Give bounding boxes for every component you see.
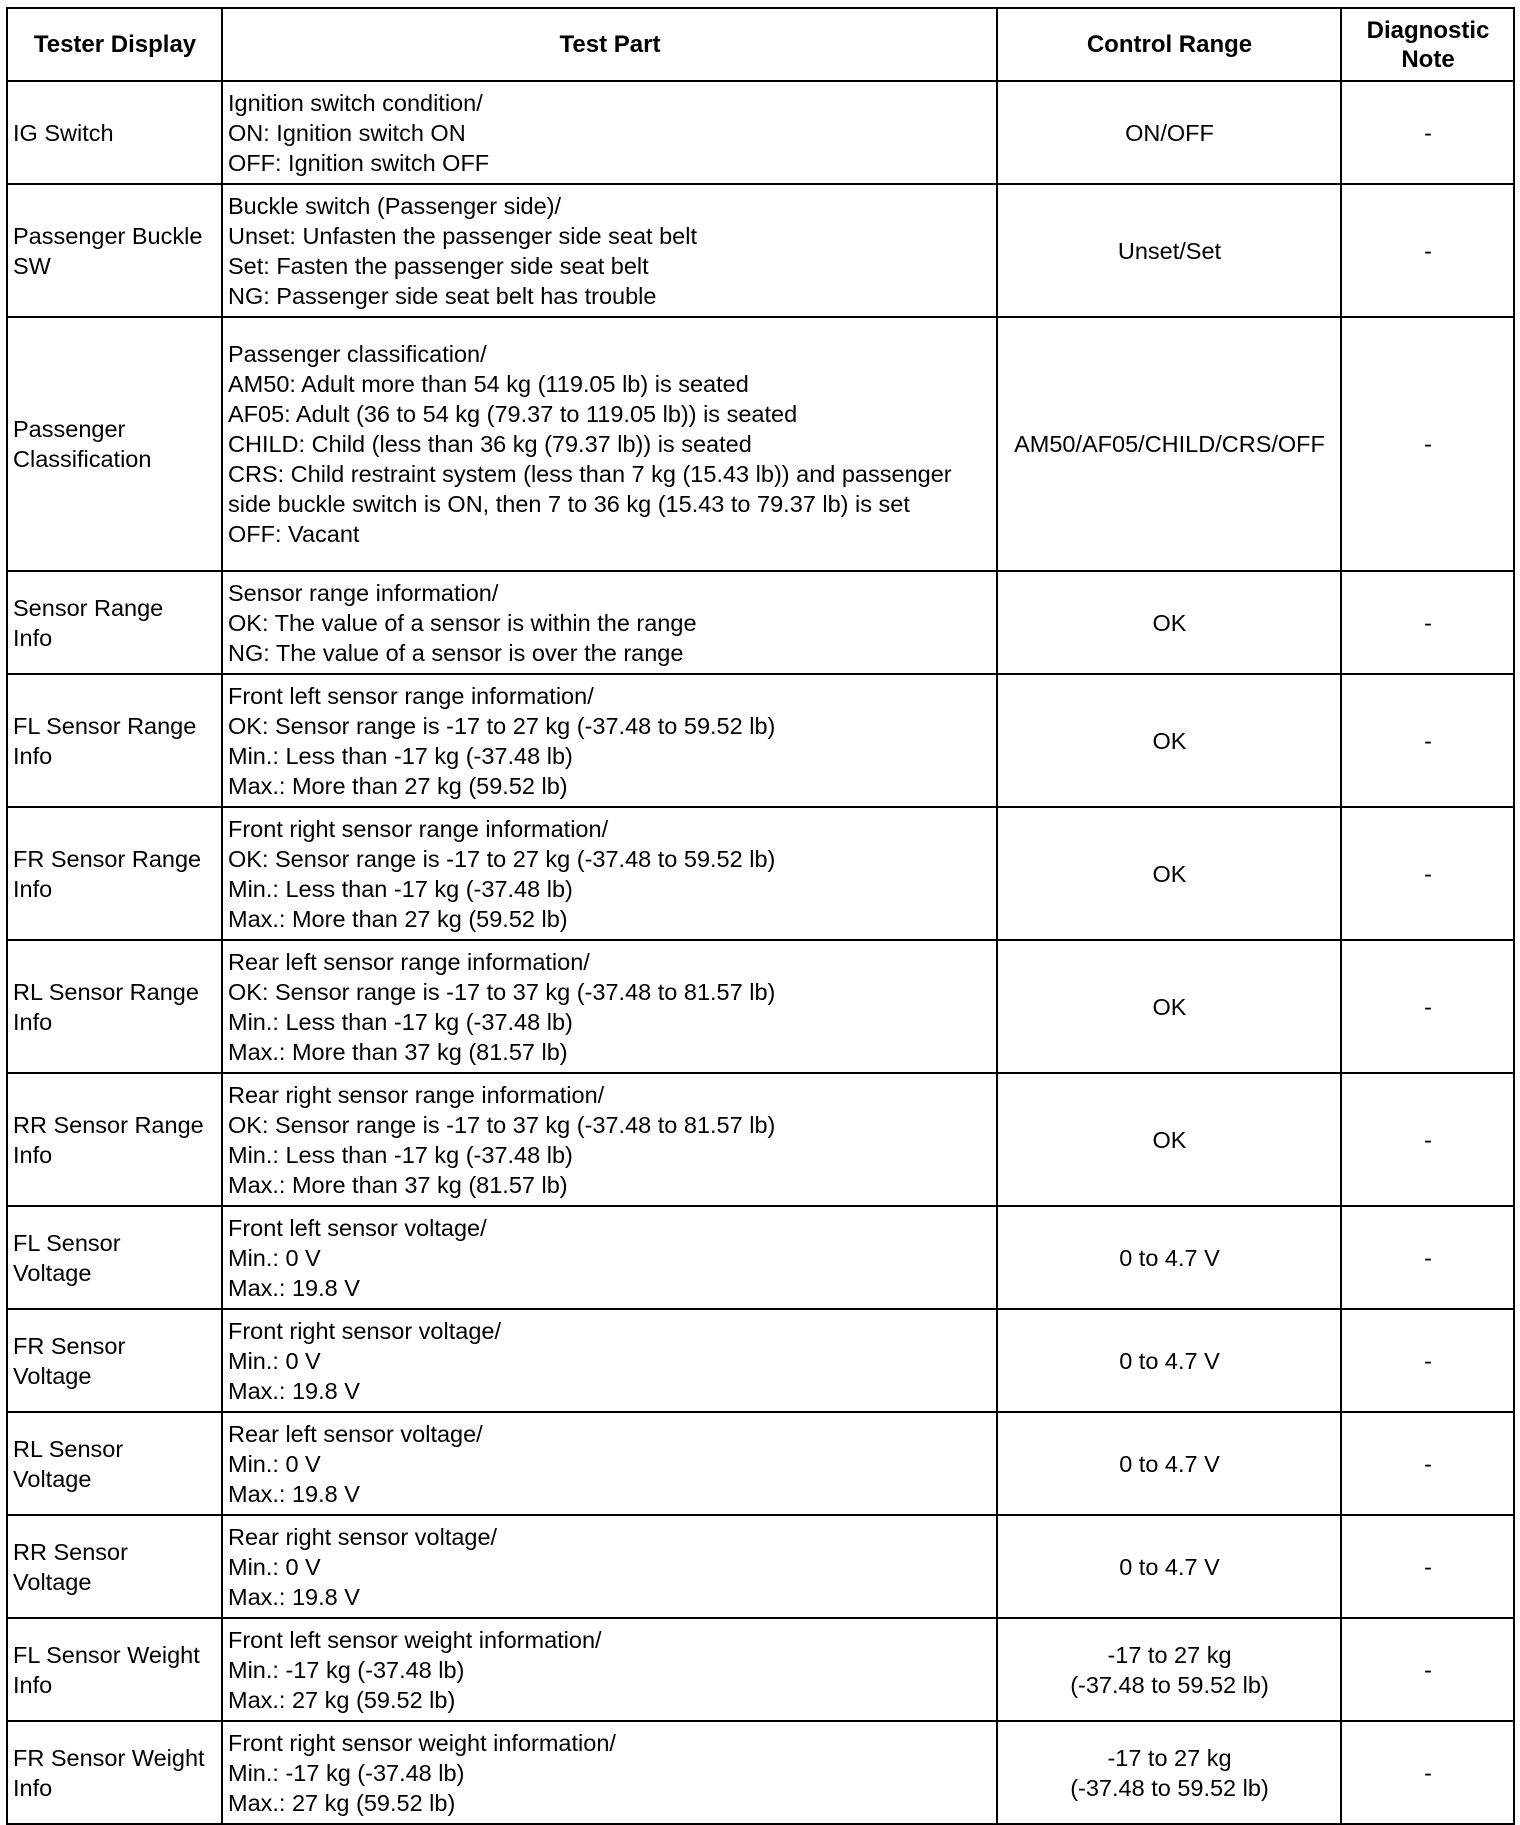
table-row	[7, 81, 1514, 184]
test-part-line: Passenger classification/	[228, 341, 487, 367]
tester-display-cell	[7, 1073, 222, 1206]
tester-display-line: Classification	[13, 446, 152, 472]
test-part-line: OK: Sensor range is -17 to 27 kg (-37.48 to 59.52 lb)	[228, 845, 776, 872]
tester-display-line: Info	[13, 1008, 53, 1035]
test-part-line: OK: Sensor range is -17 to 27 kg (-37.48 to 59.52 lb)	[228, 712, 776, 739]
diagnostic-note-cell: -	[1341, 1618, 1514, 1721]
test-part-line: Max.: More than 27 kg (59.52 lb)	[228, 772, 568, 799]
test-part-line: Min.: -17 kg (-37.48 lb)	[228, 1656, 465, 1683]
test-part-line: Rear left sensor range information/	[228, 948, 590, 975]
table-row	[7, 674, 1514, 807]
tester-display-cell	[7, 184, 222, 317]
control-range-line: AM50/AF05/CHILD/CRS/OFF	[1014, 431, 1325, 457]
test-part-cell	[222, 1515, 997, 1618]
header-diagnostic-note-line: Diagnostic	[1366, 16, 1490, 44]
header-tester-display: Tester Display	[7, 8, 222, 81]
diagnostic-note-cell: -	[1341, 571, 1514, 674]
diagnostic-note-cell: -	[1341, 1309, 1514, 1412]
test-part-line: Max.: 19.8 V	[228, 1274, 360, 1301]
control-range-line: OK	[1152, 727, 1187, 754]
tester-display-line: Voltage	[13, 1465, 92, 1492]
test-part-line: Front left sensor weight information/	[228, 1626, 602, 1653]
control-range-line: 0 to 4.7 V	[1119, 1244, 1220, 1271]
control-range-cell	[997, 674, 1341, 807]
tester-display-cell	[7, 317, 222, 571]
control-range-line: -17 to 27 kg	[1107, 1641, 1232, 1668]
test-part-line: Front right sensor weight information/	[228, 1729, 616, 1756]
test-part-line: Front right sensor range information/	[228, 815, 609, 842]
control-range-line: OK	[1152, 993, 1187, 1020]
tester-display-line: Passenger	[13, 416, 126, 442]
diagnostic-data-table	[6, 7, 1515, 1825]
tester-display-line: Info	[13, 742, 53, 769]
diagnostic-note-cell: -	[1341, 940, 1514, 1073]
test-part-cell	[222, 81, 997, 184]
tester-display-line: Sensor Range	[13, 594, 164, 621]
test-part-line: Set: Fasten the passenger side seat belt	[228, 252, 649, 279]
tester-display-line: FL Sensor	[13, 1229, 121, 1256]
header-diagnostic-note	[1341, 8, 1514, 81]
control-range-line: OK	[1152, 1126, 1187, 1153]
tester-display-line: Info	[13, 1141, 53, 1168]
test-part-line: NG: The value of a sensor is over the range	[228, 639, 684, 666]
test-part-cell	[222, 1618, 997, 1721]
test-part-line: Max.: 19.8 V	[228, 1583, 360, 1610]
test-part-cell	[222, 1721, 997, 1824]
test-part-line: OK: Sensor range is -17 to 37 kg (-37.48 to 81.57 lb)	[228, 1111, 776, 1138]
tester-display-line: Voltage	[13, 1259, 92, 1286]
tester-display-line: Info	[13, 624, 53, 651]
test-part-line: Min.: 0 V	[228, 1553, 321, 1580]
test-part-line: Max.: More than 37 kg (81.57 lb)	[228, 1038, 568, 1065]
tester-display-line: FL Sensor Range	[13, 712, 197, 739]
diagnostic-note-cell: -	[1341, 317, 1514, 571]
tester-display-line: Passenger Buckle	[13, 222, 203, 249]
table-body	[7, 81, 1514, 1824]
diagnostic-note-cell: -	[1341, 807, 1514, 940]
test-part-cell	[222, 184, 997, 317]
test-part-cell	[222, 940, 997, 1073]
test-part-line: AM50: Adult more than 54 kg (119.05 lb) is seated	[228, 371, 749, 397]
tester-display-line: FR Sensor Range	[13, 845, 202, 872]
tester-display-cell	[7, 1309, 222, 1412]
control-range-line: -17 to 27 kg	[1107, 1744, 1232, 1771]
diagnostic-note-cell: -	[1341, 1206, 1514, 1309]
test-part-line: AF05: Adult (36 to 54 kg (79.37 to 119.05 lb)) is seated	[228, 401, 798, 427]
control-range-line: (-37.48 to 59.52 lb)	[1070, 1774, 1269, 1801]
tester-display-line: Voltage	[13, 1362, 92, 1389]
tester-display-line: Info	[13, 875, 53, 902]
diagnostic-note-cell: -	[1341, 674, 1514, 807]
table-row	[7, 1073, 1514, 1206]
table-row	[7, 807, 1514, 940]
tester-display-cell	[7, 674, 222, 807]
table-row	[7, 1721, 1514, 1824]
control-range-line: OK	[1152, 860, 1187, 887]
table-row	[7, 1309, 1514, 1412]
test-part-line: Min.: 0 V	[228, 1347, 321, 1374]
test-part-cell	[222, 807, 997, 940]
test-part-line: Max.: More than 37 kg (81.57 lb)	[228, 1171, 568, 1198]
test-part-line: Max.: 19.8 V	[228, 1377, 360, 1404]
control-range-cell	[997, 1721, 1341, 1824]
tester-display-line: RR Sensor	[13, 1538, 128, 1565]
control-range-cell	[997, 1618, 1341, 1721]
test-part-line: Min.: Less than -17 kg (-37.48 lb)	[228, 1008, 573, 1035]
test-part-line: NG: Passenger side seat belt has trouble	[228, 282, 657, 309]
table-row	[7, 1618, 1514, 1721]
control-range-cell	[997, 184, 1341, 317]
test-part-line: OFF: Vacant	[228, 521, 360, 547]
tester-display-line: Info	[13, 1671, 53, 1698]
tester-display-line: Voltage	[13, 1568, 92, 1595]
diagnostic-note-cell: -	[1341, 1721, 1514, 1824]
test-part-line: Rear right sensor voltage/	[228, 1523, 498, 1550]
header-diagnostic-note-line: Note	[1401, 45, 1455, 73]
test-part-line: OK: Sensor range is -17 to 37 kg (-37.48 to 81.57 lb)	[228, 978, 776, 1005]
test-part-line: Rear left sensor voltage/	[228, 1420, 483, 1447]
control-range-cell	[997, 317, 1341, 571]
table-row	[7, 184, 1514, 317]
control-range-line: (-37.48 to 59.52 lb)	[1070, 1671, 1269, 1698]
test-part-cell	[222, 1309, 997, 1412]
tester-display-line: IG Switch	[13, 119, 114, 146]
diagnostic-note-cell: -	[1341, 1073, 1514, 1206]
header-control-range: Control Range	[997, 8, 1341, 81]
tester-display-cell	[7, 1412, 222, 1515]
test-part-line: CRS: Child restraint system (less than 7 kg (15.43 lb)) and passenger side buckle switch is ON, then 7 to 36 kg (15.43 to 79.37 lb) is set	[228, 461, 952, 517]
control-range-line: Unset/Set	[1117, 237, 1222, 264]
test-part-line: Max.: More than 27 kg (59.52 lb)	[228, 905, 568, 932]
tester-display-cell	[7, 1206, 222, 1309]
tester-display-line: Info	[13, 1774, 53, 1801]
table-row	[7, 1515, 1514, 1618]
tester-display-line: SW	[13, 252, 51, 279]
test-part-line: Min.: Less than -17 kg (-37.48 lb)	[228, 1141, 573, 1168]
test-part-line: ON: Ignition switch ON	[228, 119, 466, 146]
test-part-line: Rear right sensor range information/	[228, 1081, 605, 1108]
control-range-cell	[997, 1309, 1341, 1412]
test-part-line: Min.: 0 V	[228, 1244, 321, 1271]
test-part-line: Front left sensor range information/	[228, 682, 594, 709]
control-range-line: 0 to 4.7 V	[1119, 1553, 1220, 1580]
tester-display-line: FL Sensor Weight	[13, 1641, 200, 1668]
diagnostic-note-cell: -	[1341, 1412, 1514, 1515]
test-part-line: Buckle switch (Passenger side)/	[228, 192, 562, 219]
tester-display-cell	[7, 1618, 222, 1721]
table-row	[7, 1412, 1514, 1515]
test-part-line: Max.: 27 kg (59.52 lb)	[228, 1686, 456, 1713]
test-part-cell	[222, 317, 997, 571]
test-part-line: Min.: Less than -17 kg (-37.48 lb)	[228, 875, 573, 902]
test-part-line: Sensor range information/	[228, 579, 499, 606]
control-range-cell	[997, 1412, 1341, 1515]
control-range-line: 0 to 4.7 V	[1119, 1450, 1220, 1477]
tester-display-cell	[7, 81, 222, 184]
test-part-line: Min.: Less than -17 kg (-37.48 lb)	[228, 742, 573, 769]
test-part-line: OFF: Ignition switch OFF	[228, 149, 490, 176]
control-range-cell	[997, 807, 1341, 940]
test-part-cell	[222, 1206, 997, 1309]
test-part-line: Ignition switch condition/	[228, 89, 483, 116]
test-part-cell	[222, 674, 997, 807]
table-row	[7, 940, 1514, 1073]
control-range-line: OK	[1152, 609, 1187, 636]
diagnostic-note-cell: -	[1341, 81, 1514, 184]
test-part-line: Unset: Unfasten the passenger side seat belt	[228, 222, 697, 249]
test-part-line: Min.: 0 V	[228, 1450, 321, 1477]
test-part-line: OK: The value of a sensor is within the range	[228, 609, 697, 636]
tester-display-line: RL Sensor Range	[13, 978, 199, 1005]
test-part-line: Min.: -17 kg (-37.48 lb)	[228, 1759, 465, 1786]
tester-display-line: FR Sensor Weight	[13, 1744, 205, 1771]
control-range-cell	[997, 1515, 1341, 1618]
control-range-cell	[997, 1206, 1341, 1309]
table-row	[7, 571, 1514, 674]
control-range-cell	[997, 571, 1341, 674]
control-range-cell	[997, 81, 1341, 184]
table-row	[7, 317, 1514, 571]
tester-display-cell	[7, 1515, 222, 1618]
test-part-line: Front right sensor voltage/	[228, 1317, 501, 1344]
test-part-line: Max.: 27 kg (59.52 lb)	[228, 1789, 456, 1816]
test-part-line: CHILD: Child (less than 36 kg (79.37 lb)) is seated	[228, 431, 752, 457]
control-range-cell	[997, 940, 1341, 1073]
control-range-line: 0 to 4.7 V	[1119, 1347, 1220, 1374]
table-header-row	[7, 8, 1514, 81]
tester-display-line: RR Sensor Range	[13, 1111, 204, 1138]
tester-display-cell	[7, 807, 222, 940]
tester-display-cell	[7, 1721, 222, 1824]
tester-display-cell	[7, 571, 222, 674]
header-test-part: Test Part	[222, 8, 997, 81]
control-range-line: ON/OFF	[1125, 119, 1214, 146]
diagnostic-note-cell: -	[1341, 184, 1514, 317]
table-row	[7, 1206, 1514, 1309]
diagnostic-note-cell: -	[1341, 1515, 1514, 1618]
test-part-line: Front left sensor voltage/	[228, 1214, 487, 1241]
test-part-cell	[222, 1073, 997, 1206]
tester-display-line: FR Sensor	[13, 1332, 126, 1359]
tester-display-line: RL Sensor	[13, 1435, 124, 1462]
test-part-line: Max.: 19.8 V	[228, 1480, 360, 1507]
tester-display-cell	[7, 940, 222, 1073]
test-part-cell	[222, 571, 997, 674]
test-part-cell	[222, 1412, 997, 1515]
control-range-cell	[997, 1073, 1341, 1206]
